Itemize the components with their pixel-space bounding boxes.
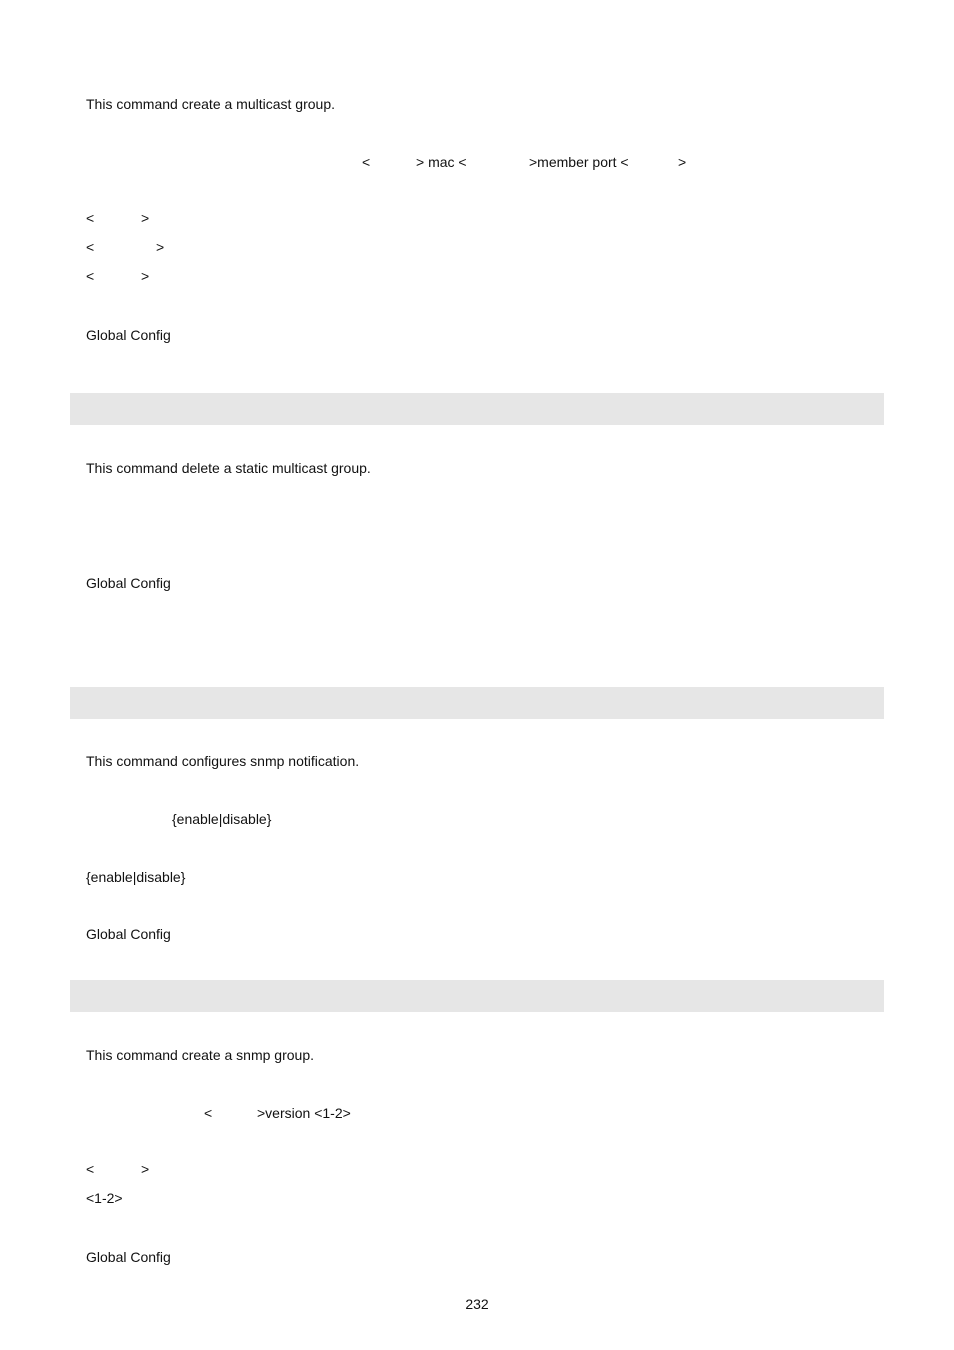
syntax-member-port: >member port < <box>529 154 629 170</box>
section3-header-band <box>70 687 884 719</box>
syntax-lt: < <box>362 154 371 170</box>
param-lt: < <box>86 210 95 226</box>
page-number: 232 <box>465 1296 489 1312</box>
param-gt: > <box>141 1161 150 1177</box>
param-lt: < <box>86 1161 95 1177</box>
syntax-lt: < <box>204 1105 213 1121</box>
section1-description: This command create a multicast group. <box>86 96 335 112</box>
syntax-version: >version <1-2> <box>257 1105 351 1121</box>
section1-mode: Global Config <box>86 327 171 343</box>
section2-description: This command delete a static multicast group. <box>86 460 371 476</box>
param-lt: < <box>86 239 95 255</box>
param-gt: > <box>156 239 165 255</box>
syntax-gt: > <box>678 154 687 170</box>
section2-mode: Global Config <box>86 575 171 591</box>
section3-param-value: {enable|disable} <box>86 869 186 885</box>
param-gt: > <box>141 210 150 226</box>
param-gt: > <box>141 268 150 284</box>
section4-description: This command create a snmp group. <box>86 1047 314 1063</box>
syntax-mac: > mac < <box>416 154 467 170</box>
param-lt: < <box>86 268 95 284</box>
section3-mode: Global Config <box>86 926 171 942</box>
section4-header-band <box>70 980 884 1012</box>
section4-mode: Global Config <box>86 1249 171 1265</box>
param-value: <1-2> <box>86 1190 123 1206</box>
section3-syntax-value: {enable|disable} <box>172 811 272 827</box>
section2-header-band <box>70 393 884 425</box>
section3-description: This command configures snmp notification. <box>86 753 360 769</box>
